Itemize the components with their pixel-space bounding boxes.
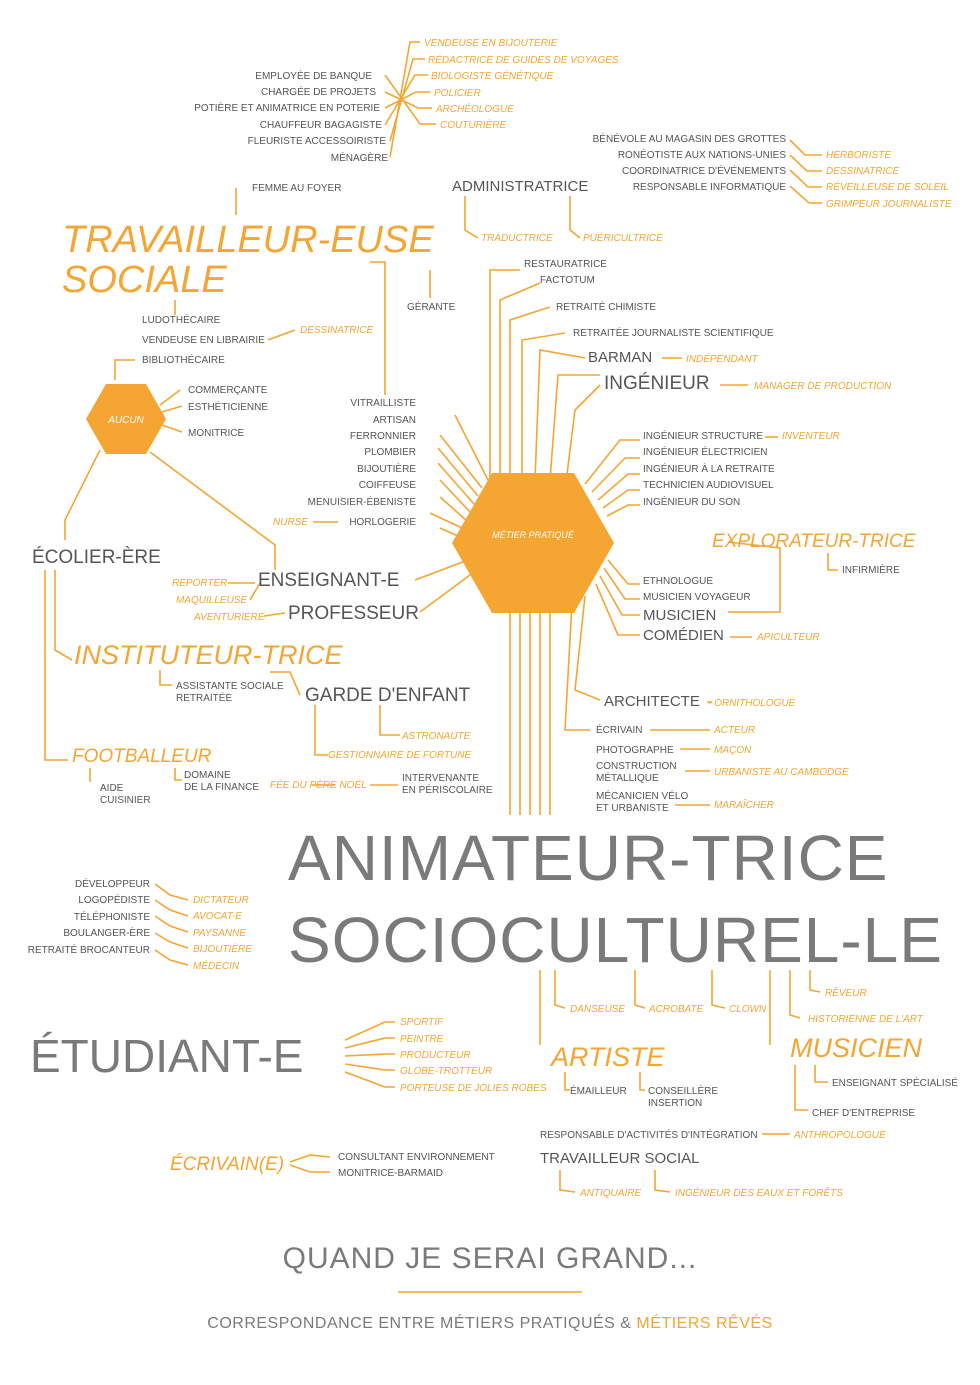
- practiced-item: INGÉNIEUR ÉLECTRICIEN: [643, 447, 768, 458]
- practiced-item: INGÉNIEUR DU SON: [643, 497, 741, 508]
- practiced-item: CUISINIER: [100, 795, 151, 806]
- dream-item: GRIMPEUR JOURNALISTE: [826, 199, 952, 210]
- dream-item: ACROBATE: [649, 1004, 704, 1015]
- practiced-item: POTIÈRE ET ANIMATRICE EN POTERIE: [194, 103, 380, 114]
- professeur-label: PROFESSEUR: [288, 603, 419, 624]
- footer-subtitle: [207, 1313, 772, 1332]
- etudiant-node: [30, 1017, 547, 1094]
- dream-item: COUTURIÈRE: [440, 120, 507, 131]
- practiced-item: TECHNICIEN AUDIOVISUEL: [643, 480, 774, 491]
- practiced-item: FERRONNIER: [349, 431, 416, 442]
- practiced-item: BÉNÉVOLE AU MAGASIN DES GROTTES: [592, 134, 786, 145]
- bottom-left-list: [28, 877, 252, 972]
- practiced-item: PHOTOGRAPHE: [596, 745, 674, 756]
- dream-item: VENDEUSE EN BIJOUTERIE: [424, 38, 558, 49]
- practiced-item: MUSICIEN: [643, 607, 717, 624]
- top-stack: [524, 259, 774, 339]
- garde-label: GARDE D'ENFANT: [305, 685, 471, 706]
- practiced-item: RETRAITÉ CHIMISTE: [556, 302, 657, 313]
- practiced-item: CONSTRUCTION: [596, 761, 677, 772]
- practiced-item: MÉCANICIEN VÉLO: [596, 791, 689, 802]
- none-hexagon-label: AUCUN: [108, 415, 144, 426]
- dream-item: POLICIER: [434, 88, 481, 99]
- main-title-line2: SOCIOCULTUREL-LE: [288, 904, 943, 976]
- dream-item: URBANISTE AU CAMBODGE: [714, 767, 849, 778]
- dream-item: GLOBE-TROTTEUR: [400, 1066, 493, 1077]
- dream-item: MAQUILLEUSE: [176, 595, 248, 606]
- practiced-item: COMMERÇANTE: [188, 385, 268, 396]
- practiced-item: ARTISAN: [372, 415, 416, 426]
- dream-item: GESTIONNAIRE DE FORTUNE: [328, 750, 472, 761]
- practiced-item: INFIRMIÈRE: [842, 565, 900, 576]
- practiced-item: ÉMAILLEUR: [570, 1086, 627, 1097]
- dream-item: ACTEUR: [714, 725, 756, 736]
- dream-item: ANTIQUAIRE: [580, 1188, 642, 1199]
- garde-node: [305, 685, 471, 761]
- practiced-item: ENSEIGNANT SPÉCIALISÉ: [832, 1078, 958, 1089]
- practiced-item: RESPONSABLE INFORMATIQUE: [632, 182, 786, 193]
- dream-item: REPORTER: [172, 578, 228, 589]
- instituteur-node: [74, 640, 343, 704]
- dream-item: ARCHÉOLOGUE: [436, 104, 514, 115]
- ingenieur-label: INGÉNIEUR: [604, 373, 710, 394]
- dream-item: BIOLOGISTE GÉNÉTIQUE: [431, 71, 554, 82]
- practiced-item: INGÉNIEUR STRUCTURE: [643, 431, 764, 442]
- practiced-item: PLOMBIER: [364, 447, 416, 458]
- explorateur-label: EXPLORATEUR-TRICE: [712, 531, 916, 552]
- barman-label: BARMAN: [588, 349, 653, 366]
- practiced-item: EMPLOYÉE DE BANQUE: [255, 71, 372, 82]
- practical-hexagon-label: MÉTIER PRATIQUÉ: [492, 530, 574, 540]
- practiced-item: MUSICIEN VOYAGEUR: [643, 592, 751, 603]
- none-hexagon: [86, 384, 166, 454]
- dream-item: SPORTIF: [400, 1017, 444, 1028]
- dream-item: PUÉRICULTRICE: [583, 233, 663, 244]
- practiced-item: GÉRANTE: [407, 302, 456, 313]
- practiced-item: TÉLÉPHONISTE: [73, 912, 150, 923]
- artiste-node: [549, 1004, 767, 1109]
- musicien-big-node: [790, 986, 958, 1119]
- dream-item: ASTRONAUTE: [402, 731, 471, 742]
- practiced-item: COMÉDIEN: [643, 627, 724, 644]
- dream-item: PAYSANNE: [193, 928, 246, 939]
- practiced-item: BIBLIOTHÉCAIRE: [142, 355, 225, 366]
- dream-item: RÉDACTRICE DE GUIDES DE VOYAGES: [428, 55, 619, 66]
- dream-item: DESSINATRICE: [826, 166, 900, 177]
- practiced-item: ÉCRIVAIN: [596, 725, 643, 736]
- footer-subtitle-orange: MÉTIERS RÊVÉS: [636, 1315, 773, 1332]
- dream-item: PEINTRE: [400, 1034, 444, 1045]
- practiced-item: COORDINATRICE D'ÉVÉNEMENTS: [622, 166, 786, 177]
- practiced-item: FLEURISTE ACCESSOIRISTE: [247, 136, 386, 147]
- practiced-item: RETRAITÉ BROCANTEUR: [27, 945, 150, 956]
- practiced-item: INSERTION: [648, 1098, 703, 1109]
- dream-item: CLOWN: [729, 1004, 767, 1015]
- ing-list: [643, 429, 840, 508]
- dream-item: - ORNITHOLOGUE: [708, 698, 796, 709]
- dream-item: APICULTEUR: [757, 632, 820, 643]
- dream-item: PORTEUSE DE JOLIES ROBES: [400, 1083, 547, 1094]
- dream-item: RÊVEUR: [825, 988, 867, 999]
- practiced-item: VITRAILLISTE: [350, 398, 416, 409]
- practiced-item: ETHNOLOGUE: [643, 576, 714, 587]
- travailleur-node: [62, 183, 456, 366]
- dream-item: DESSINATRICE: [300, 325, 374, 336]
- travailleur-title-line2: SOCIALE: [62, 259, 227, 301]
- practiced-item: HORLOGERIE: [349, 517, 416, 528]
- practiced-item: DÉVELOPPEUR: [74, 879, 150, 890]
- practiced-item: RETRAITÉE: [176, 693, 233, 704]
- administratrice-node: [452, 178, 663, 244]
- musicien-big-label: MUSICIEN: [790, 1033, 923, 1063]
- top-right-list: [593, 132, 952, 210]
- ecolier-label: ÉCOLIER-ÈRE: [32, 547, 161, 568]
- practiced-item: DE LA FINANCE: [184, 782, 260, 793]
- footer-title: QUAND JE SERAI GRAND...: [282, 1242, 698, 1275]
- dream-item: AVENTURIÈRE: [194, 612, 265, 623]
- professeur-node: [193, 603, 419, 624]
- dream-item: MAÇON: [714, 745, 752, 756]
- dream-item: DICTATEUR: [193, 895, 249, 906]
- travailleur-title-line1: TRAVAILLEUR-EUSE: [62, 219, 434, 261]
- practiced-item: ET URBANISTE: [596, 803, 669, 814]
- practiced-item: DOMAINE: [184, 770, 231, 781]
- top-left-list: [194, 38, 619, 164]
- administratrice-label: ADMINISTRATRICE: [452, 178, 589, 195]
- dream-item: TRADUCTRICE: [481, 233, 553, 244]
- practiced-item: BOULANGER-ÈRE: [63, 928, 150, 939]
- instituteur-label: INSTITUTEUR-TRICE: [74, 640, 343, 670]
- practiced-item: FEMME AU FOYER: [252, 183, 342, 194]
- dream-item: BIJOUTIÈRE: [193, 944, 252, 955]
- footballeur-label: FOOTBALLEUR: [72, 746, 212, 767]
- dream-item: DANSEUSE: [570, 1004, 626, 1015]
- dream-item: HERBORISTE: [826, 150, 892, 161]
- dream-item: MANAGER DE PRODUCTION: [754, 381, 892, 392]
- dream-item: ANTHROPOLOGUE: [794, 1130, 886, 1141]
- etudiant-label: ÉTUDIANT-E: [30, 1030, 304, 1082]
- practiced-item: EN PÉRISCOLAIRE: [402, 785, 493, 796]
- practiced-item: RESTAURATRICE: [524, 259, 607, 270]
- practiced-item: ESTHÉTICIENNE: [188, 402, 269, 413]
- explorateur-node: [712, 531, 916, 576]
- artiste-label: ARTISTE: [551, 1042, 665, 1072]
- aucun-group: [188, 385, 268, 439]
- footer-subtitle-gray: CORRESPONDANCE ENTRE MÉTIERS PRATIQUÉS &: [207, 1315, 637, 1332]
- practiced-item: CONSULTANT ENVIRONNEMENT: [338, 1152, 495, 1163]
- practiced-item: CONSEILLÈRE: [648, 1086, 719, 1097]
- practiced-item: VENDEUSE EN LIBRAIRIE: [142, 335, 265, 346]
- practiced-item: LOGOPÉDISTE: [78, 895, 150, 906]
- practiced-item: AIDE: [100, 783, 124, 794]
- ingenieur-node: [604, 373, 892, 394]
- bottom-nodes: [170, 1128, 886, 1199]
- practiced-item: MENUISIER-ÉBENISTE: [307, 497, 416, 508]
- dream-item: MÉDECIN: [193, 961, 240, 972]
- practiced-item: MÉNAGÈRE: [330, 153, 388, 164]
- craft-list: [273, 398, 416, 528]
- practiced-item: MONITRICE-BARMAID: [338, 1168, 443, 1179]
- main-title-line1: ANIMATEUR-TRICE: [288, 822, 889, 894]
- dream-item: HISTORIENNE DE L'ART: [808, 1014, 923, 1025]
- architecte-node: [604, 693, 796, 710]
- right-mid: [643, 576, 820, 644]
- dream-item: INVENTEUR: [782, 431, 840, 442]
- ecrivaine-label: ÉCRIVAIN(E): [170, 1154, 285, 1175]
- dream-item: FÉE DU PÈRE NOËL: [270, 780, 367, 791]
- practiced-item: ASSISTANTE SOCIALE: [176, 681, 284, 692]
- enseignant-node: [172, 570, 399, 606]
- dream-item: PRODUCTEUR: [400, 1050, 471, 1061]
- ecolier-node: [32, 547, 161, 568]
- practiced-item: RESPONSABLE D'ACTIVITÉS D'INTÉGRATION: [540, 1130, 758, 1141]
- practiced-item: CHAUFFEUR BAGAGISTE: [259, 120, 382, 131]
- practiced-item: INGÉNIEUR À LA RETRAITE: [643, 464, 775, 475]
- practiced-item: COIFFEUSE: [358, 480, 416, 491]
- dream-item: RÉVEILLEUSE DE SOLEIL: [826, 182, 949, 193]
- practiced-item: CHEF D'ENTREPRISE: [812, 1108, 916, 1119]
- dream-item: INDÉPENDANT: [686, 354, 758, 365]
- footer: [207, 1242, 772, 1332]
- dream-item: NURSE: [273, 517, 309, 528]
- practiced-item: RONÉOTISTE AUX NATIONS-UNIES: [617, 150, 786, 161]
- dream-item: MARAÎCHER: [714, 800, 775, 811]
- main-title: [288, 822, 943, 976]
- bottom-right-list: [596, 723, 849, 814]
- practiced-item: MONITRICE: [188, 428, 245, 439]
- practiced-item: MÉTALLIQUE: [596, 773, 659, 784]
- architecte-label: ARCHITECTE: [604, 693, 700, 710]
- travailleur-social-label: TRAVAILLEUR SOCIAL: [540, 1150, 700, 1167]
- enseignant-label: ENSEIGNANT-E: [258, 570, 400, 591]
- dream-item: AVOCAT-E: [193, 911, 242, 922]
- practiced-item: CHARGÉE DE PROJETS: [260, 87, 376, 98]
- dream-item: INGÉNIEUR DES EAUX ET FORÊTS: [675, 1188, 843, 1199]
- practiced-item: RETRAITÉE JOURNALISTE SCIENTIFIQUE: [573, 328, 774, 339]
- practiced-item: BIJOUTIÈRE: [357, 464, 416, 475]
- practiced-item: INTERVENANTE: [402, 773, 480, 784]
- practiced-item: FACTOTUM: [540, 275, 595, 286]
- practiced-item: LUDOTHÉCAIRE: [142, 315, 221, 326]
